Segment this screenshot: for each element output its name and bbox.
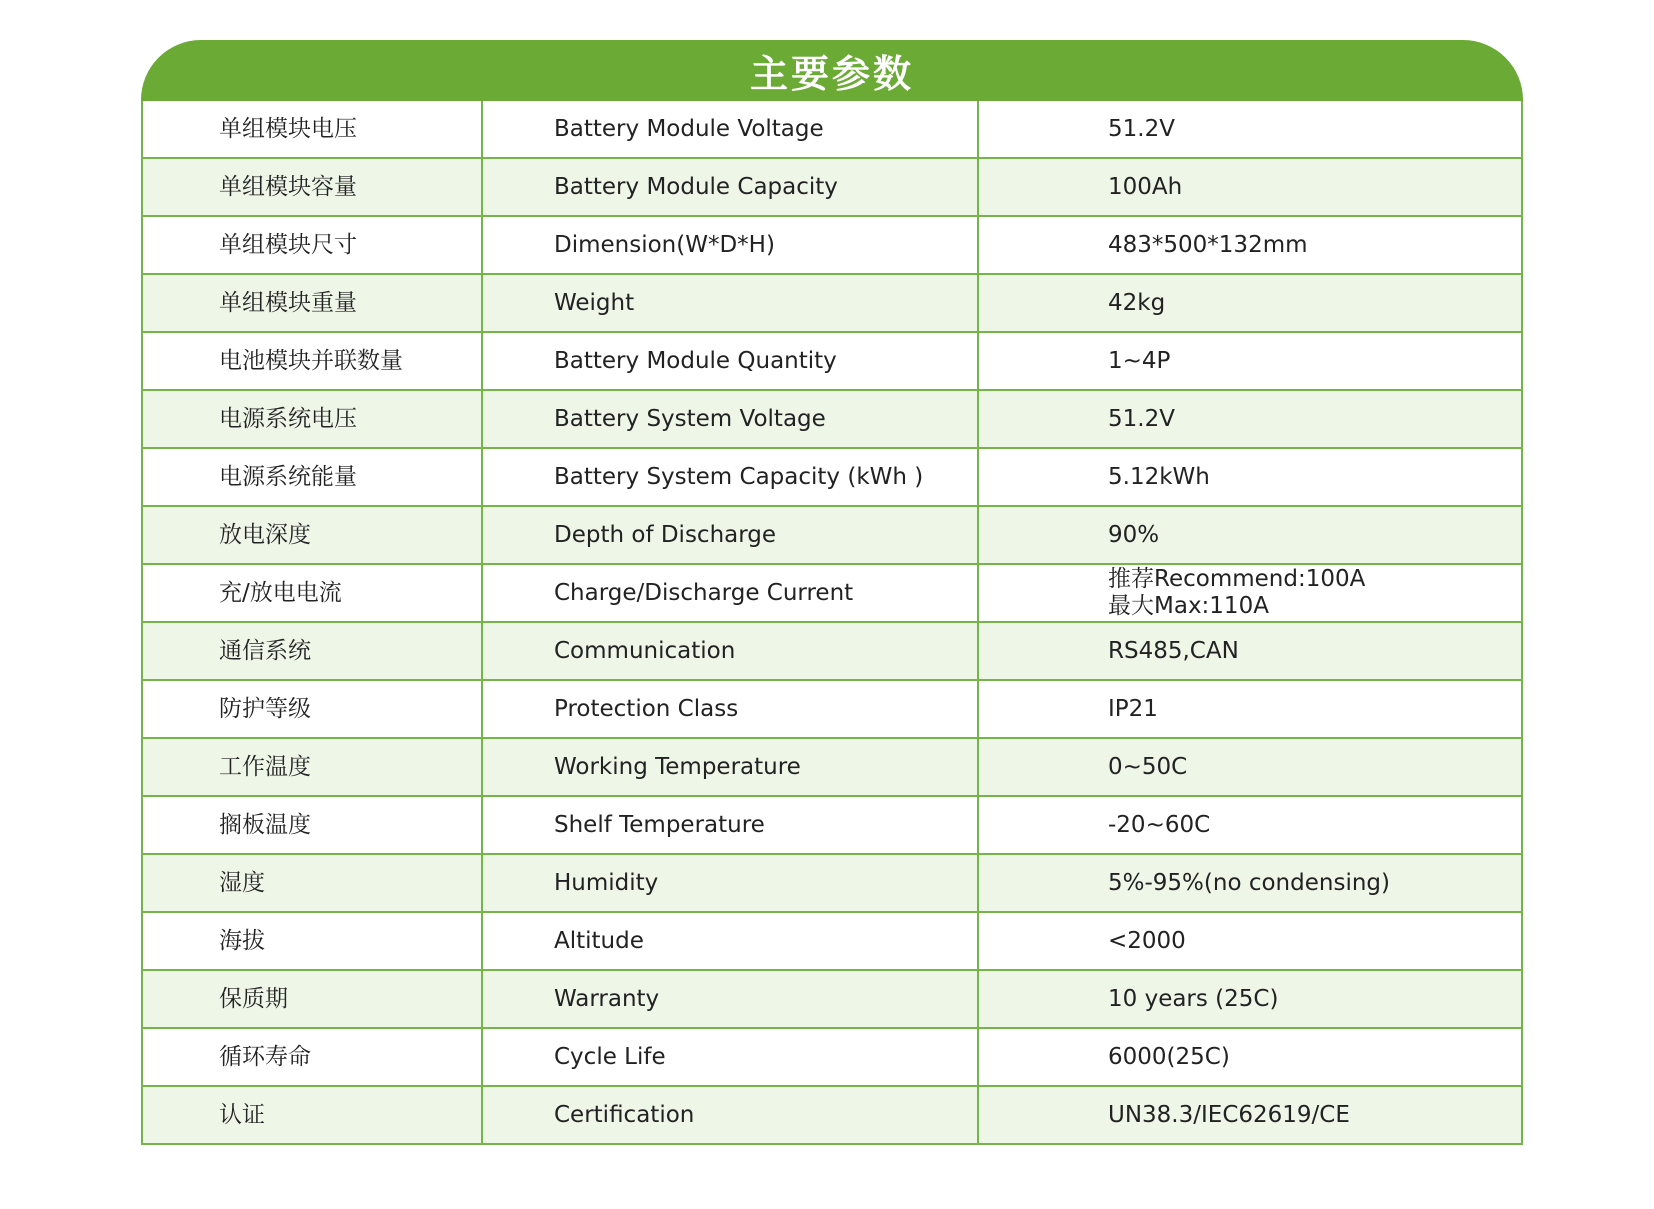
spec-label-cn: 放电深度 xyxy=(142,506,482,564)
spec-value-line: RS485,CAN xyxy=(1108,637,1239,664)
spec-value-line: 5%-95%(no condensing) xyxy=(1108,869,1390,896)
spec-label-en: Cycle Life xyxy=(482,1028,978,1086)
spec-value-line: IP21 xyxy=(1108,695,1158,722)
spec-label-cn: 电池模块并联数量 xyxy=(142,332,482,390)
spec-value-line: 推荐Recommend:100A xyxy=(1108,566,1366,592)
spec-label-cn: 充/放电电流 xyxy=(142,564,482,622)
spec-value xyxy=(978,448,1522,506)
spec-label-en: Communication xyxy=(482,622,978,680)
spec-header-title: 主要参数 xyxy=(749,52,914,96)
spec-table-body xyxy=(142,101,1522,1144)
spec-row xyxy=(142,1086,1522,1144)
spec-value xyxy=(978,390,1522,448)
spec-value xyxy=(978,622,1522,680)
spec-label-en: Altitude xyxy=(482,912,978,970)
spec-value-line: 6000(25C) xyxy=(1108,1043,1230,1070)
spec-table xyxy=(141,101,1523,1145)
spec-label-en: Battery Module Capacity xyxy=(482,158,978,216)
spec-row xyxy=(142,796,1522,854)
spec-row xyxy=(142,912,1522,970)
spec-label-cn: 单组模块尺寸 xyxy=(142,216,482,274)
spec-value xyxy=(978,101,1522,158)
spec-value-line: 51.2V xyxy=(1108,115,1175,142)
spec-value xyxy=(978,332,1522,390)
spec-value xyxy=(978,158,1522,216)
spec-label-en: Working Temperature xyxy=(482,738,978,796)
spec-row xyxy=(142,970,1522,1028)
spec-label-en: Battery System Capacity (kWh ) xyxy=(482,448,978,506)
spec-value xyxy=(978,274,1522,332)
spec-value-line: 90% xyxy=(1108,521,1160,548)
spec-row xyxy=(142,216,1522,274)
spec-label-cn: 通信系统 xyxy=(142,622,482,680)
spec-value-line: 100Ah xyxy=(1108,173,1183,200)
spec-value-line: 1~4P xyxy=(1108,347,1171,374)
spec-label-cn: 电源系统电压 xyxy=(142,390,482,448)
spec-label-en: Certification xyxy=(482,1086,978,1144)
spec-label-en: Charge/Discharge Current xyxy=(482,564,978,622)
spec-row xyxy=(142,506,1522,564)
spec-row xyxy=(142,158,1522,216)
spec-label-en: Battery Module Voltage xyxy=(482,101,978,158)
spec-value xyxy=(978,564,1522,622)
spec-label-cn: 单组模块电压 xyxy=(142,101,482,158)
spec-label-cn: 防护等级 xyxy=(142,680,482,738)
spec-value xyxy=(978,506,1522,564)
spec-row xyxy=(142,332,1522,390)
spec-row xyxy=(142,564,1522,622)
spec-label-en: Protection Class xyxy=(482,680,978,738)
spec-label-en: Warranty xyxy=(482,970,978,1028)
spec-row xyxy=(142,101,1522,158)
spec-value-line: 最大Max:110A xyxy=(1108,593,1269,619)
spec-row xyxy=(142,738,1522,796)
spec-value-line: 10 years (25C) xyxy=(1108,985,1279,1012)
spec-label-en: Shelf Temperature xyxy=(482,796,978,854)
spec-value-line: -20~60C xyxy=(1108,811,1211,838)
spec-value xyxy=(978,912,1522,970)
spec-value-line: 51.2V xyxy=(1108,405,1175,432)
spec-label-cn: 单组模块容量 xyxy=(142,158,482,216)
spec-value xyxy=(978,970,1522,1028)
spec-row xyxy=(142,274,1522,332)
spec-label-cn: 认证 xyxy=(142,1086,482,1144)
spec-row xyxy=(142,1028,1522,1086)
spec-label-cn: 工作温度 xyxy=(142,738,482,796)
spec-value-line: 0~50C xyxy=(1108,753,1188,780)
spec-value-line: UN38.3/IEC62619/CE xyxy=(1108,1101,1350,1128)
spec-label-en: Weight xyxy=(482,274,978,332)
spec-label-en: Battery System Voltage xyxy=(482,390,978,448)
spec-row xyxy=(142,448,1522,506)
spec-label-cn: 循环寿命 xyxy=(142,1028,482,1086)
spec-value-line: 5.12kWh xyxy=(1108,463,1210,490)
spec-value-line: 42kg xyxy=(1108,289,1166,316)
spec-row xyxy=(142,854,1522,912)
spec-value xyxy=(978,738,1522,796)
spec-label-cn: 保质期 xyxy=(142,970,482,1028)
spec-header-bar xyxy=(141,40,1523,101)
spec-value xyxy=(978,1028,1522,1086)
spec-row xyxy=(142,680,1522,738)
spec-label-cn: 单组模块重量 xyxy=(142,274,482,332)
spec-value xyxy=(978,216,1522,274)
spec-value xyxy=(978,680,1522,738)
spec-value xyxy=(978,854,1522,912)
spec-label-cn: 海拔 xyxy=(142,912,482,970)
spec-label-cn: 湿度 xyxy=(142,854,482,912)
spec-label-en: Depth of Discharge xyxy=(482,506,978,564)
spec-row xyxy=(142,622,1522,680)
spec-row xyxy=(142,390,1522,448)
spec-label-en: Humidity xyxy=(482,854,978,912)
spec-value-line: 483*500*132mm xyxy=(1108,231,1308,258)
spec-value xyxy=(978,1086,1522,1144)
spec-value-line: <2000 xyxy=(1108,927,1186,954)
spec-label-en: Dimension(W*D*H) xyxy=(482,216,978,274)
spec-label-cn: 搁板温度 xyxy=(142,796,482,854)
spec-value xyxy=(978,796,1522,854)
spec-label-cn: 电源系统能量 xyxy=(142,448,482,506)
spec-label-en: Battery Module Quantity xyxy=(482,332,978,390)
spec-sheet xyxy=(141,40,1523,1145)
